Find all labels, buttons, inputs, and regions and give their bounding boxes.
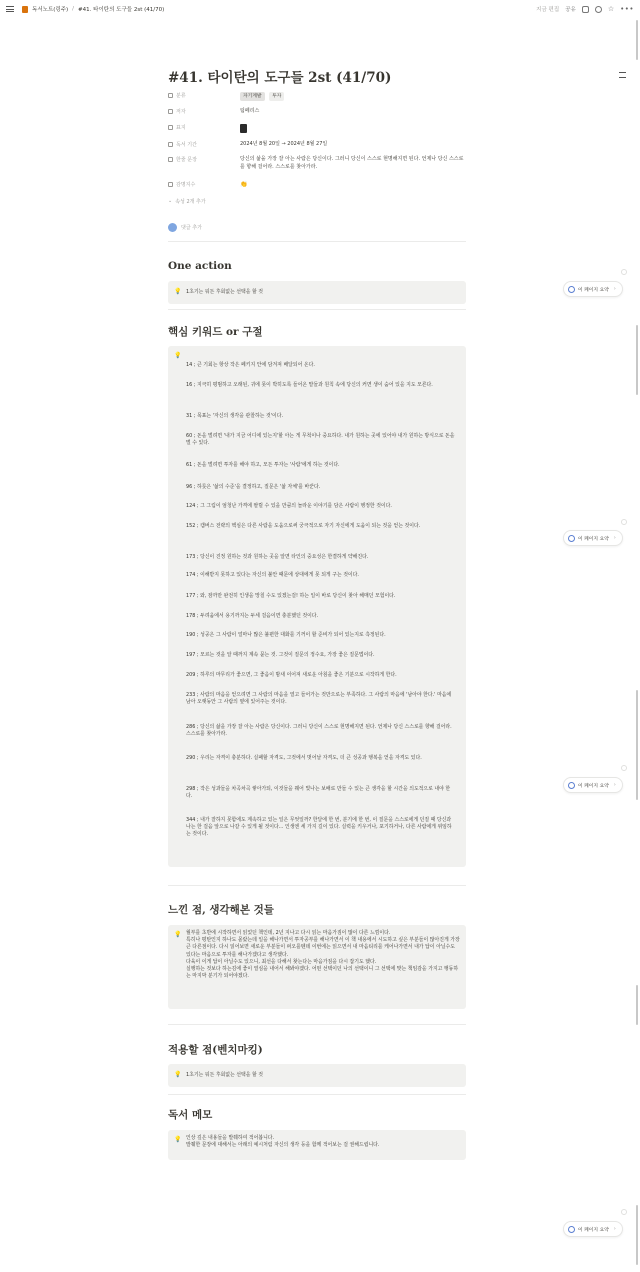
cover-image[interactable] (240, 124, 247, 133)
keyword-item: 286 ; 당신의 삶을 가장 잘 아는 사람은 당신이다. 그러니 당신이 스스로 현명해지면 된다. 언제나 당신 스스로를 향해 걸어라. 스스로를 찾아가라. (186, 724, 452, 738)
keyword-item: 61 ; 돈을 벌려면 투자를 해야 하고, 모든 투자는 '사람'에게 하는 것이다. (186, 462, 340, 468)
keyword-item: 197 ; 모르는 것을 알 때까지 계속 묻는 것. 그것이 질문의 정수요, 가장 좋은 질문법이다. (186, 652, 375, 658)
tag-investment[interactable]: 투자 (269, 92, 284, 101)
calendar-icon (168, 142, 173, 147)
callout-one-action[interactable] (168, 281, 466, 304)
scrollbar-mid[interactable] (636, 325, 638, 395)
list-icon (168, 182, 173, 187)
scrollbar-bottom[interactable] (636, 985, 638, 1025)
keyword-item: 60 ; 돈을 벌려면 '내가 지금 어디에 있는지'할 아는 게 무척이나 중요하다. 내가 원하는 곳에 있어야 내가 원하는 방식으로 돈을 벌 수 있다. (186, 433, 455, 447)
divider (168, 1094, 466, 1095)
property-label: 표지 (176, 125, 186, 131)
star-icon[interactable]: ☆ (607, 4, 615, 13)
page-summary-button[interactable] (563, 777, 623, 793)
one-line-value: 당신의 삶을 가장 잘 아는 사람은 당신이다. 그러니 당신이 스스로 현명해지면 된다. 언제나 당신 스스로를 향해 걸어라. 스스로를 찾아가라. (240, 156, 464, 170)
chevron-right-icon: › (613, 782, 616, 788)
heading-one-action[interactable]: One action (168, 260, 232, 272)
divider (168, 1024, 466, 1025)
keyword-item: 298 ; 작은 성과들을 차곡차곡 쌓아가되, 이것들을 꿰어 빛나는 보배로 만들 수 있는 큰 생각을 할 시간을 의도적으로 내야 한다. (186, 786, 451, 800)
callout-text: 1초기는 워든 후회없는 선택을 할 것 (186, 288, 264, 295)
scrollbar-end[interactable] (636, 1205, 638, 1265)
keyword-item: 173 ; 당신이 진정 원하는 것과 원하는 곳을 알면 타인의 중요성은 한결하게 약해진다. (186, 554, 369, 560)
property-impression[interactable] (168, 181, 466, 189)
add-comment[interactable] (168, 223, 202, 232)
callout-memo[interactable] (168, 1130, 466, 1160)
thoughts-text (186, 930, 460, 980)
property-label: 감명지수 (176, 182, 196, 188)
divider (168, 309, 466, 310)
keyword-item: 209 ; 하루의 마무리가 좋으면, 그 좋음이 밤새 이어져 새로운 아침을 좋은 기분으로 시작하게 한다. (186, 672, 397, 678)
keyword-item: 190 ; 성공은 그 사람이 얼마나 많은 불편한 대화를 기꺼이 할 준비가 되어 있는지로 측정된다. (186, 632, 386, 638)
clap-icon: 👏 (240, 181, 248, 188)
page-title[interactable]: #41. 타이탄의 도구들 2st (41/70) (168, 70, 392, 86)
chevron-right-icon: › (613, 535, 616, 541)
heading-memo[interactable]: 독서 메모 (168, 1109, 213, 1121)
keyword-item: 178 ; 두려움에서 용기까지는 두세 걸음이면 충분했던 것이다. (186, 613, 319, 619)
book-icon (22, 6, 28, 13)
tag-self-development[interactable]: 자기계발 (240, 92, 265, 101)
divider (168, 241, 466, 242)
summary-label: 이 페이지 요약 (578, 1227, 609, 1233)
summary-label: 이 페이지 요약 (578, 287, 609, 293)
memo-text (186, 1135, 460, 1149)
thoughts-line: 특히나 평탄인지 하나도 몰랐는데 일을 해나가면서 투자공부를 해나가면서 이 책 내용에서 시도하고 싶은 부분들이 많아진게 가장 큰 다른점이다. 다시 읽어보면 새로운 부분들이 퍼오를텐데 이번에는 읽으면서 내 마음티리를 케어나가면서 내가 답이 아닐수도 있다는 마음으로 투자를 해나가겠다고 생각했다. (186, 937, 460, 958)
keyword-item: 31 ; 목표는 '자신의 생각을 관찰하는 것'이다. (186, 413, 284, 419)
avatar (168, 223, 177, 232)
property-author[interactable] (168, 108, 466, 116)
keyword-item: 124 ; 그 그림이 엄청난 가격에 팔릴 수 있을 만큼의 놀라운 이야기를 담은 사람이 행정한 것이다. (186, 503, 392, 509)
lightbulb-icon: 💡 (174, 352, 182, 359)
breadcrumb-separator: / (72, 6, 75, 12)
breadcrumb-page[interactable]: #41. 타이탄의 도구들 2st (41/70) (78, 7, 165, 13)
callout-keywords[interactable] (168, 346, 466, 867)
callout-text: 1초기는 워든 후회없는 선택을 할 것 (186, 1071, 264, 1078)
scrollbar-lower[interactable] (636, 690, 638, 800)
comment-icon[interactable] (582, 6, 589, 13)
more-properties-label: 속성 2개 추가 (175, 199, 206, 205)
list-icon (168, 109, 173, 114)
list-icon (168, 157, 173, 162)
chevron-down-icon: ⌄ (168, 198, 173, 204)
edited-status: 지금 편집 (536, 7, 560, 13)
keyword-item: 290 ; 우리는 자격이 충분하다. 실패할 자격도, 그것에서 벗어날 자격도, 더 큰 성공과 행복을 얻을 자격도 있다. (186, 755, 422, 761)
property-label: 독서 기간 (176, 142, 197, 148)
ai-sparkle-icon (568, 535, 575, 542)
callout-thoughts[interactable] (168, 925, 466, 1009)
thoughts-line: 다육이 이게 답이 아닐수도 있으니, 최선을 다해서 찾는다는 마음가짐을 다시 잡기도 했다. (186, 958, 377, 965)
keyword-item: 96 ; 하룻은 '삶의 수준'을 결정하고, 질문은 '삶 자체'를 바꾼다. (186, 484, 321, 490)
property-label: 저자 (176, 109, 186, 115)
property-cover[interactable] (168, 124, 466, 137)
chevron-right-icon: › (613, 286, 616, 292)
top-bar (0, 0, 640, 18)
chevron-right-icon: › (613, 1226, 616, 1232)
keyword-item: 174 ; 이해받지 못하고 있다는 자신의 불안 때문에 상대에게 못 되게 구는 것이다. (186, 572, 359, 578)
property-label: 한줄 문장 (176, 157, 197, 163)
more-properties[interactable] (168, 198, 466, 205)
keyword-item: 177 ; 와, 잠까만 완전히 인생을 망칠 수도 있겠는걸! 하는 일이 바로 당신이 찾아 해매던 모험이다. (186, 593, 396, 599)
thoughts-line: 실행하는 것보다 하는김에 좋이 열심을 내어서 해봐야겠다. 어떤 선택이던 나의 선택이니 그 선택에 맞는 책임감을 가지고 행동하는 마지막 분기가 되어야겠다. (186, 966, 459, 980)
heading-apply[interactable]: 적용할 점(벤치마킹) (168, 1044, 263, 1056)
keyword-item: 14 ; 큰 기회는 항상 작은 페키지 안에 담겨져 배달되어 온다. (186, 362, 315, 368)
property-category[interactable] (168, 92, 466, 101)
more-icon[interactable]: ••• (620, 5, 634, 13)
page-summary-button[interactable] (563, 530, 623, 546)
block-handle-icon[interactable] (621, 765, 627, 771)
breadcrumb-workspace[interactable]: 독서노트(링주) (32, 7, 69, 13)
add-comment-label: 댓글 추가 (181, 225, 202, 231)
thoughts-line: 월부를 초반에 시작하면서 읽었던 책인데, 2년 지나고 다시 읽는 마음가짐이 많이 다른 느낌이다. (186, 930, 391, 936)
page-summary-button[interactable] (563, 281, 623, 297)
heading-keywords[interactable]: 핵심 키워드 or 구절 (168, 326, 263, 338)
menu-icon[interactable] (6, 6, 14, 12)
share-button[interactable]: 공유 (565, 7, 576, 13)
keyword-item: 16 ; 지극히 평범하고 오래된, 귀에 못이 박히도록 들어온 말들과 원칙 속에 당신의 커면 생이 숨어 있을 지도 모른다. (186, 382, 433, 388)
block-handle-icon[interactable] (621, 1209, 627, 1215)
scrollbar-top[interactable] (636, 20, 638, 60)
keyword-item: 152 ; 캠버스 전략의 핵심은 다른 사람을 도움으로써 궁극적으로 자기 자신에게 도움이 되는 것을 얻는 것이다. (186, 523, 421, 529)
divider (168, 885, 466, 886)
page-summary-button[interactable] (563, 1221, 623, 1237)
block-handle-icon[interactable] (621, 269, 627, 275)
ai-sparkle-icon (568, 1226, 575, 1233)
property-label: 분류 (176, 93, 186, 99)
ai-sparkle-icon (568, 286, 575, 293)
heading-thoughts[interactable]: 느낀 점, 생각해본 것들 (168, 904, 274, 916)
clock-icon[interactable] (595, 6, 602, 13)
summary-label: 이 페이지 요약 (578, 536, 609, 542)
lightbulb-icon: 💡 (174, 288, 182, 295)
memo-line: 발췌한 문장에 대해서는 아래의 예시처럼 자신의 생각 등을 함께 적어보는 걸 권해드립니다. (186, 1142, 380, 1149)
link-icon (168, 125, 173, 130)
reading-period-value: 2024년 8월 20일 → 2024년 8월 27일 (240, 141, 328, 147)
memo-line: 인상 깊은 내용들을 발췌하여 적어봅니다. (186, 1135, 275, 1141)
keyword-item: 233 ; 사람의 마음을 얻으려면 그 사람의 마음을 열고 들어가는 것만으로는 부족하다. 그 사람의 마음에 '남아야 한다.' 마음에 남아 오랫동안 그 사람의 옆에 있어주는 것이다. (186, 692, 452, 706)
callout-apply[interactable] (168, 1064, 466, 1087)
summary-label: 이 페이지 요약 (578, 783, 609, 789)
property-one-line[interactable] (168, 156, 466, 171)
property-reading-period[interactable] (168, 141, 466, 149)
keyword-item: 344 ; 내가 잘하지 못함에도 계속하고 있는 일은 무엇일까? 한달에 한 번, 분기에 한 번, 이 질문을 스스로에게 던질 때 당신과 나는 한 걸음 앞으로 나갈 수 있게 될 것이다... 인생엔 세 가지 길이 있다. 실력을 키우거나, 포기하거나, 다른 사람에게 위임하는 것이다. (186, 817, 452, 838)
list-icon (168, 93, 173, 98)
lightbulb-icon: 💡 (174, 1071, 182, 1078)
lightbulb-icon: 💡 (174, 931, 182, 938)
author-value: 팀페리스 (240, 108, 260, 114)
outline-indicator[interactable] (619, 72, 626, 82)
breadcrumb (6, 5, 536, 13)
ai-sparkle-icon (568, 782, 575, 789)
block-handle-icon[interactable] (621, 519, 627, 525)
lightbulb-icon: 💡 (174, 1136, 182, 1143)
